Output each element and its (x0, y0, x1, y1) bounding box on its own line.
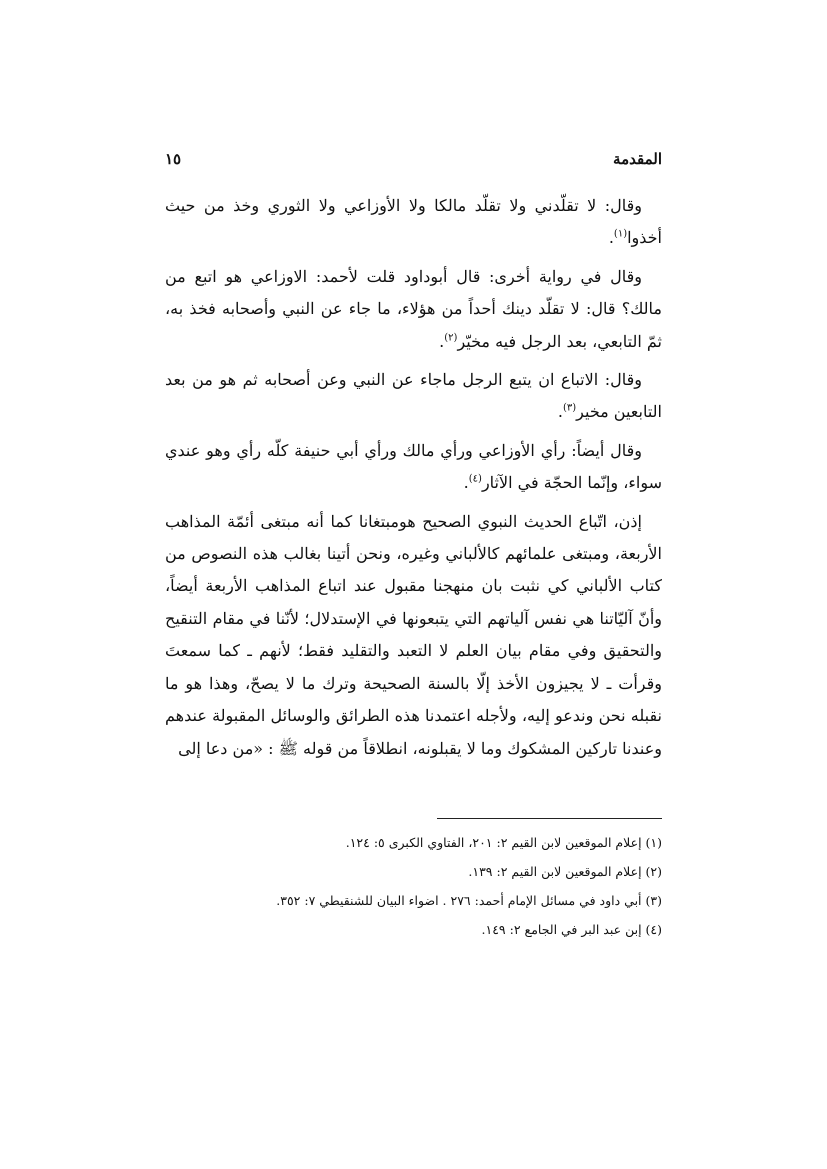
body-text (165, 190, 662, 765)
paragraph: وقال في رواية أخرى: قال أبوداود قلت لأحمد: الاوزاعي هو اتبع من مالك؟ قال: لا تقلّد دينك أحداً من هؤلاء، ما جاء عن النبي وأصحابه فخذ به، ثمّ التابعي، بعد الرجل فيه مخيّر$^{(٢)}$. (165, 266, 662, 351)
footnote: (٤) إبن عبد البر في الجامع ٢: ١٤٩. (481, 922, 662, 937)
running-title: المقدمة (613, 150, 662, 168)
paragraph: وقال: لا تقلّدني ولا تقلّد مالكا ولا الأوزاعي ولا الثوري وخذ من حيث أخذوا$^{(١)}$. (165, 196, 662, 248)
footnotes (165, 828, 662, 944)
footnote-divider (437, 818, 662, 819)
paragraph: وقال أيضاً: رأي الأوزاعي ورأي مالك ورأي أبي حنيفة كلّه رأي وهو عندي سواء، وإنّما الحجّة في الآثار$^{(٤)}$. (165, 440, 662, 493)
footnote-ref[interactable]: (٤) (468, 473, 482, 485)
page-number: ١٥ (165, 150, 182, 168)
footnote: (٢) إعلام الموقعين لابن القيم ٢: ١٣٩. (468, 864, 662, 879)
footnote: (١) إعلام الموقعين لابن القيم ٢: ٢٠١، الفتاوي الكبرى ٥: ١٢٤. (345, 835, 662, 850)
footnote: (٣) أبي داود في مسائل الإمام أحمد: ٢٧٦ . اضواء البيان للشنقيطي ٧: ٣٥٢. (276, 893, 662, 908)
footnote-ref[interactable]: (٣) (562, 403, 577, 415)
paragraph: إذن، اتّباع الحديث النبوي الصحيح هومبتغانا كما أنه مبتغى أئمّة المذاهب الأربعة، ومبتغى علمائهم كالألباني وغيره، ونحن أتينا بغالب هذه النصوص من كتاب الألباني كي نثبت بان منهجنا مقبول عند اتباع المذاهب الأربعة أيضاً، وأنّ آليّاتنا هي نفس آلياتهم التي يتبعونها في الإستدلال؛ لأنّنا في مقام التنقيح والتحقيق وفي مقام بيان العلم لا التعبد والتقليد فقط؛ لأنهم ـ كما سمعتَ وقرأت ـ لا يجيزون الأخذ إلّا بالسنة الصحيحة وترك ما لا يصحّ، وهذا هو ما نقبله نحن وندعو إليه، ولأجله اعتمدنا هذه الطرائق والوسائل المقبولة عندهم وعندنا تاركين المشكوك وما لا يقبلونه، انطلاقاً من قوله ﷺ : «من دعا إلى (165, 511, 662, 758)
paragraph: وقال: الاتباع ان يتبع الرجل ماجاء عن النبي وعن أصحابه ثم هو من بعد التابعين مخير$^{(٣)}$. (165, 370, 662, 422)
page (165, 150, 662, 771)
footnote-ref[interactable]: (١) (613, 229, 628, 241)
footnote-ref[interactable]: (٢) (444, 332, 458, 344)
page-header (165, 150, 662, 190)
